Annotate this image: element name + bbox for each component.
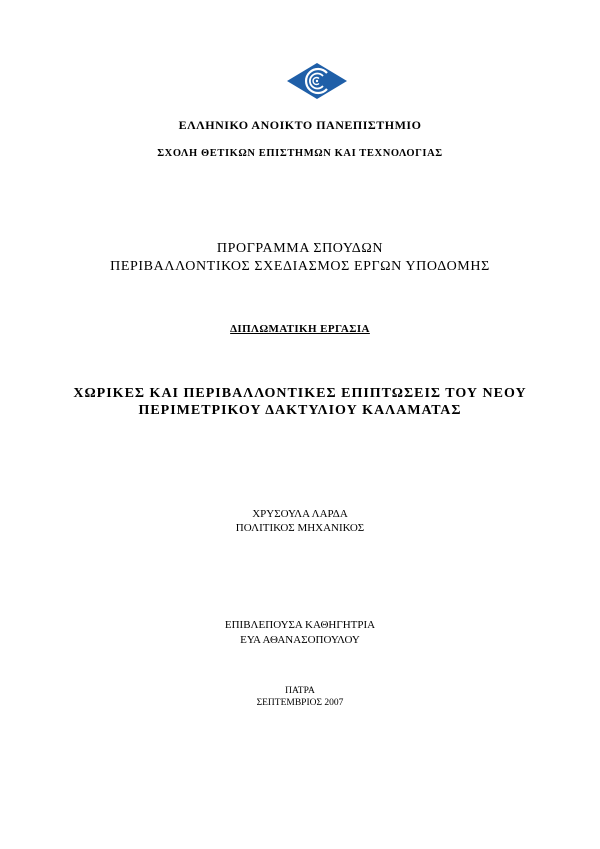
university-emblem-icon: [286, 62, 348, 100]
author-profession: ΠΟΛΙΤΙΚΟΣ ΜΗΧΑΝΙΚΟΣ: [235, 522, 365, 534]
program-name: ΠΕΡΙΒΑΛΛΟΝΤΙΚΟΣ ΣΧΕΔΙΑΣΜΟΣ ΕΡΓΩΝ ΥΠΟΔΟΜΗΣ: [110, 259, 490, 274]
thesis-title-line-2: ΠΕΡΙΜΕΤΡΙΚΟΥ ΔΑΚΤΥΛΙΟΥ ΚΑΛΑΜΑΤΑΣ: [138, 403, 462, 418]
program-label: ΠΡΟΓΡΑΜΜΑ ΣΠΟΥΔΩΝ: [216, 241, 384, 256]
date: ΣΕΠΤΕΜΒΡΙΟΣ 2007: [256, 698, 344, 708]
document-type: [0, 323, 600, 335]
supervisor-role: ΕΠΙΒΛΕΠΟΥΣΑ ΚΑΘΗΓΗΤΡΙΑ: [224, 619, 376, 631]
university-name: ΕΛΛΗΝΙΚΟ ΑΝΟΙΚΤΟ ΠΑΝΕΠΙΣΤΗΜΙΟ: [178, 118, 422, 132]
school-name: ΣΧΟΛΗ ΘΕΤΙΚΩΝ ΕΠΙΣΤΗΜΩΝ ΚΑΙ ΤΕΧΝΟΛΟΓΙΑΣ: [157, 148, 443, 159]
author-name: ΧΡΥΣΟΥΛΑ ΛΑΡΔΑ: [252, 508, 348, 520]
document-type-label: ΔΙΠΛΩΜΑΤΙΚΗ ΕΡΓΑΣΙΑ: [230, 323, 370, 335]
place: ΠΑΤΡΑ: [285, 686, 315, 696]
thesis-title-line-1: ΧΩΡΙΚΕΣ ΚΑΙ ΠΕΡΙΒΑΛΛΟΝΤΙΚΕΣ ΕΠΙΠΤΩΣΕΙΣ ΤΟΥ ΝΕΟΥ: [73, 386, 527, 401]
supervisor-name: ΕΥΑ ΑΘΑΝΑΣΟΠΟΥΛΟΥ: [240, 634, 360, 646]
